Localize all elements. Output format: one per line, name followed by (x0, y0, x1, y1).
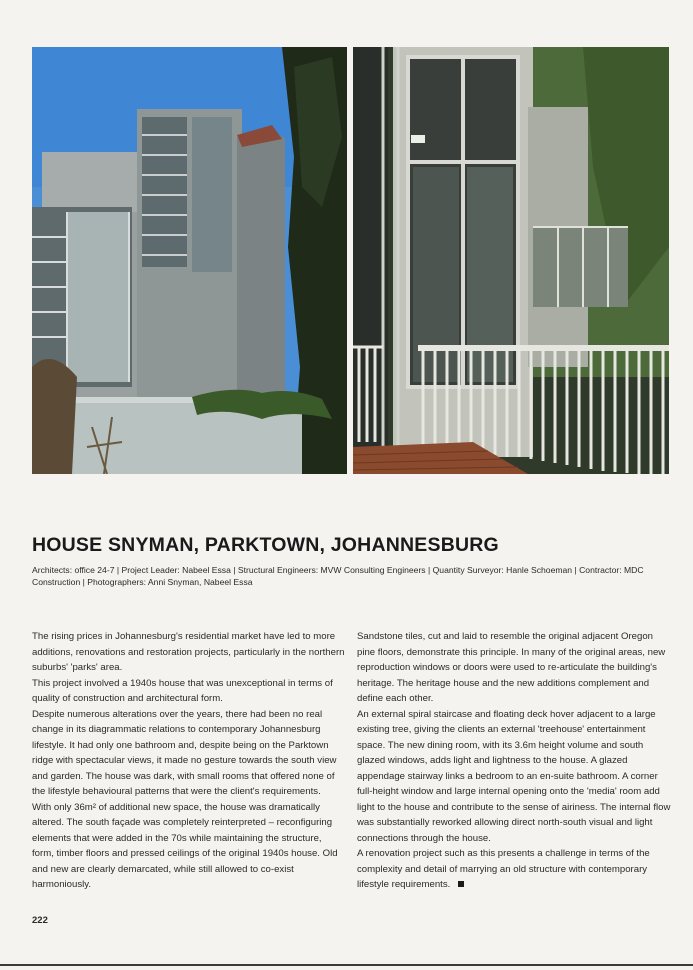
article-column-left (32, 629, 346, 893)
project-credits: Architects: office 24-7 | Project Leader: Nabeel Essa | Structural Engineers: MVW Consulting Engineers | Quantity Surveyor: Hanle Schoeman | Contractor: MDC Construction | Photographers: Anni Snyman, Nabeel Essa (32, 565, 644, 587)
paragraph: Sandstone tiles, cut and laid to resemble the original adjacent Oregon pine floors, demonstrate this principle. In many of the original areas, new reproduction windows or doors were used to re-articulate the building's heritage. The heritage house and the new additions complement and define each other. (357, 631, 666, 704)
end-of-article-square-icon (458, 881, 464, 887)
page-number: 222 (32, 915, 48, 926)
paragraph-text: A renovation project such as this presents a challenge in terms of the complexity and detail of marrying an old structure with contemporary lifestyle requirements. (357, 848, 650, 890)
paragraph: The rising prices in Johannesburg's residential market have led to more additions, renovations and restoration projects, particularly in the northern suburbs' 'parks' area. (32, 631, 345, 673)
article-title: HOUSE SNYMAN, PARKTOWN, JOHANNESBURG (32, 534, 499, 556)
paragraph: With only 36m² of additional new space, the house was dramatically altered. The south façade was completely reinterpreted – reconfiguring elements that were added in the 70s while maintaining the structure, form, timber floors and pressed ceilings of the original 1940s house. Old and new are clearly demarcated, while still allowed to co-exist harmoniously. (32, 801, 338, 890)
paragraph: Despite numerous alterations over the years, there had been no real change in its diagrammatic relations to contemporary Johannesburg lifestyle. It had only one bathroom and, despite being on the Parktown ridge with spectacular views, it made no gesture towards the south view and garden. The house was dark, with small rooms that offered none of the lifestyle behavioural patterns that were the client's requirements. (32, 708, 337, 797)
paragraph: This project involved a 1940s house that was unexceptional in terms of quality of construction and architectural form. (32, 677, 333, 704)
house-exterior-photo-left (32, 47, 347, 474)
paragraph-final (357, 846, 671, 893)
article-column-right (357, 629, 671, 893)
house-deck-photo-right (353, 47, 669, 474)
bottom-rule (0, 964, 693, 966)
paragraph: An external spiral staircase and floating deck hover adjacent to a large existing tree, giving the clients an external 'treehouse' entertainment space. The new dining room, with its 3.6m height volume and south glazed windows, adds light and lightness to the house. A glazed appendage stairway links a bedroom to an en-suite bathroom. A corner full-height window and large internal opening onto the 'media' room add light to the house and contribute to the sense of airiness. The internal flow was substantially reworked allowing direct north-south visual and light connections through the house. (357, 708, 671, 844)
